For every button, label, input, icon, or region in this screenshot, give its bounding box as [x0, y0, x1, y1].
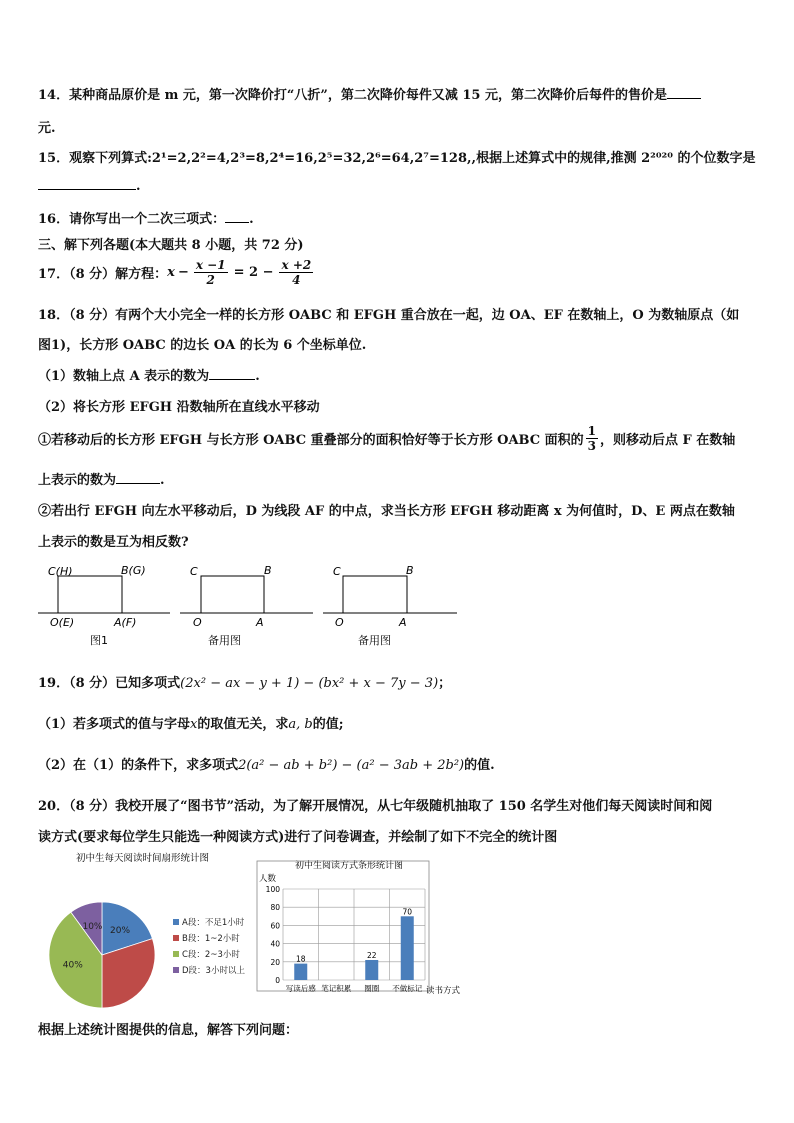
figure-caption: 备用图: [208, 634, 241, 647]
answer-blank: [116, 471, 160, 484]
category-label: 圈圈: [364, 984, 380, 993]
minus-sign: −: [177, 264, 189, 280]
label-b: B(G): [121, 564, 146, 577]
answer-blank: [209, 367, 255, 380]
bar: [294, 964, 307, 980]
category-label: 写读后感: [285, 984, 316, 993]
data-label: 18: [295, 954, 306, 964]
question-15-tail: [38, 177, 141, 194]
y-tick-label: 80: [270, 903, 280, 913]
label-b: B: [406, 564, 414, 577]
question-18-line-1: 18．（8 分）有两个大小完全一样的长方形 OABC 和 EFGH 重合放在一起，边 OA、EF 在数轴上，O 为数轴原点（如: [38, 308, 740, 323]
period: .: [249, 212, 254, 227]
var-x: x: [167, 264, 175, 280]
data-label: 22: [366, 950, 377, 960]
answer-blank: [225, 210, 249, 223]
label-b: B: [264, 564, 272, 577]
question-19: 19．（8 分）已知多项式(2x² − ax − y + 1) − (bx² + x − 7y − 3)；: [38, 676, 452, 691]
question-17-prefix: 17．（8 分）解方程：: [38, 266, 168, 282]
legend-entry: A段：不足1小时: [182, 918, 245, 928]
label-c: C: [333, 565, 341, 578]
y-tick-label: 20: [270, 957, 280, 967]
question-18-case-2: ②若出行 EFGH 向左水平移动后，D 为线段 AF 的中点，求当长方形 EFGH 移动距离 x 为何值时，D、E 两点在数轴: [38, 504, 735, 519]
answer-blank: [667, 86, 701, 99]
question-18-part-1: （1）数轴上点 A 表示的数为 .: [38, 369, 260, 384]
fraction-2: $\frac{x +2}{4}$: [281, 257, 312, 287]
question-14: [38, 84, 701, 103]
slice-label: 40%: [62, 960, 83, 971]
category-label: 不做标记: [392, 984, 423, 993]
section-heading: 三、解下列各题(本大题共 8 小题，共 72 分): [38, 238, 304, 253]
question-18-line-2: 图1)，长方形 OABC 的边长 OA 的长为 6 个坐标单位.: [38, 338, 367, 353]
rectangle-figures: [0, 555, 794, 650]
question-17: [38, 254, 315, 290]
figure-3: [323, 564, 457, 647]
pie-chart: [40, 848, 260, 1013]
chart-title: 初中生每天阅读时间扇形统计图: [76, 853, 210, 864]
question-16: [38, 208, 254, 227]
slice-label: 20%: [110, 926, 131, 937]
data-label: 70: [402, 907, 413, 917]
y-tick-label: 40: [270, 939, 280, 949]
figure-caption: 图1: [90, 634, 108, 647]
slice-label: 10%: [82, 921, 103, 932]
question-15: 15．观察下列算式:2¹=2,2²=4,2³=8,2⁴=16,2⁵=32,2⁶=64,2⁷=128,,根据上述算式中的规律,推测 2²⁰²⁰ 的个位数字是: [38, 151, 756, 166]
legend-entry: B段：1~2小时: [182, 934, 240, 944]
y-axis-label: 人数: [259, 874, 277, 884]
question-20-line-1: 20．（8 分）我校开展了“图书节”活动，为了解开展情况，从七年级随机抽取了 150 名学生对他们每天阅读时间和阅: [38, 799, 713, 814]
x-axis-label: 读书方式: [426, 986, 461, 996]
fraction-one-third: $\frac{1}{3}$: [587, 423, 597, 453]
question-16-text: 16．请你写出一个二次三项式：: [38, 212, 226, 227]
label-o: O(E): [50, 616, 75, 629]
question-14-tail: 元.: [38, 121, 56, 136]
bar: [365, 960, 378, 980]
question-19-part-2: （2）在（1）的条件下，求多项式2(a² − ab + b²) − (a² − 3ab + 2b²)的值.: [38, 758, 495, 773]
category-label: 笔记积累: [321, 984, 352, 993]
label-o: O: [193, 616, 202, 629]
answer-blank: [38, 177, 136, 190]
y-tick-label: 0: [275, 976, 280, 985]
legend-swatch: [173, 951, 179, 957]
bar-chart: [255, 855, 470, 1000]
polynomial: (2x² − ax − y + 1) − (bx² + x − 7y − 3): [180, 676, 439, 691]
question-14-text: 14．某种商品原价是 m 元，第一次降价打“八折”，第二次降价每件又减 15 元，第二次降价后每件的售价是: [38, 88, 667, 103]
legend-swatch: [173, 967, 179, 973]
bar: [401, 916, 414, 980]
question-18-part-2: （2）将长方形 EFGH 沿数轴所在直线水平移动: [38, 400, 320, 415]
question-19-part-1: （1）若多项式的值与字母x的取值无关，求a, b的值;: [38, 717, 344, 732]
chart-title: 初中生阅读方式条形统计图: [295, 861, 404, 871]
label-a: A: [256, 616, 264, 629]
figure-caption: 备用图: [358, 634, 391, 647]
label-o: O: [335, 616, 344, 629]
label-a: A: [399, 616, 407, 629]
question-18-case-2-line-2: 上表示的数是互为相反数?: [38, 535, 189, 550]
equals-part: = 2 −: [233, 264, 274, 280]
legend-entry: C段：2~3小时: [182, 950, 240, 960]
legend-entry: D段：3小时以上: [182, 966, 245, 976]
label-c: C: [190, 565, 198, 578]
question-20-footer: 根据上述统计图提供的信息，解答下列问题：: [38, 1023, 299, 1038]
label-a: A(F): [114, 616, 137, 629]
y-tick-label: 100: [265, 885, 280, 894]
legend-swatch: [173, 935, 179, 941]
figure-1: [38, 564, 170, 647]
legend-swatch: [173, 919, 179, 925]
label-c: C(H): [48, 565, 73, 578]
y-tick-label: 60: [270, 921, 280, 931]
period: .: [136, 179, 141, 194]
question-18-case-1-line-2: 上表示的数为 .: [38, 473, 165, 488]
question-18-case-1: ①若移动后的长方形 EFGH 与长方形 OABC 重叠部分的面积恰好等于长方形 OABC 面积的 $\frac{1}{3}$ ，则移动后点 F 在数轴: [38, 423, 736, 453]
question-20-line-2: 读方式(要求每位学生只能选一种阅读方式)进行了问卷调查，并绘制了如下不完全的统计图: [38, 830, 558, 845]
fraction-1: $\frac{x -1}{2}$: [195, 257, 226, 287]
figure-2: [180, 564, 313, 647]
